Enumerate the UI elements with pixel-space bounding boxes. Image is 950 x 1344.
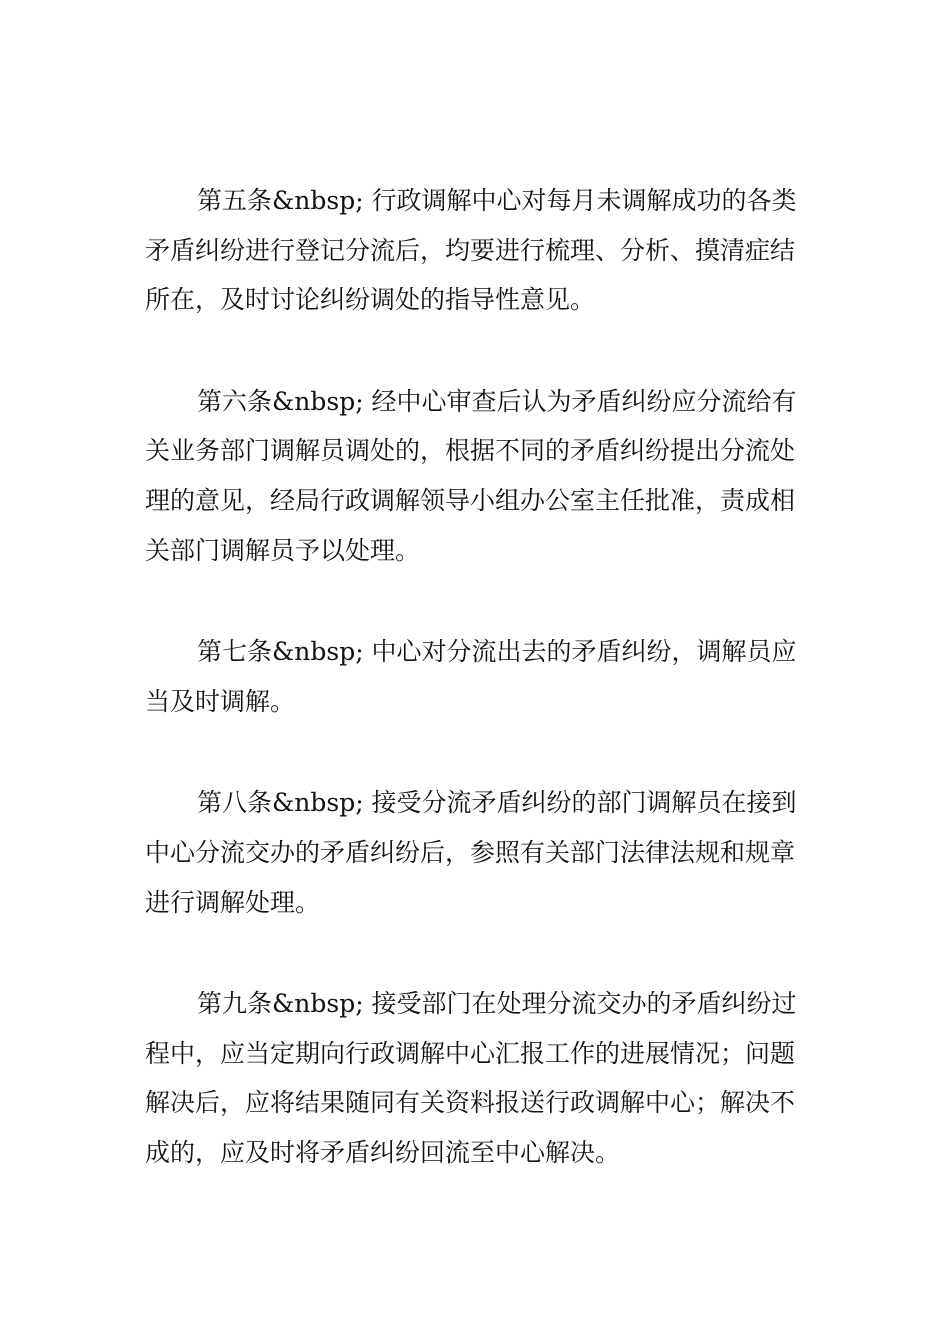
- document-body: [145, 176, 809, 1230]
- article-7: 第七条&nbsp; 中心对分流出去的矛盾纠纷，调解员应当及时调解。: [145, 637, 797, 716]
- article-8: 第八条&nbsp; 接受分流矛盾纠纷的部门调解员在接到中心分流交办的矛盾纠纷后，参照有关部门法律法规和规章进行调解处理。: [145, 788, 797, 917]
- article-5: 第五条&nbsp; 行政调解中心对每月未调解成功的各类矛盾纠纷进行登记分流后，均要进行梳理、分析、摸清症结所在，及时讨论纠纷调处的指导性意见。: [145, 186, 797, 315]
- article-6: 第六条&nbsp; 经中心审查后认为矛盾纠纷应分流给有关业务部门调解员调处的，根据不同的矛盾纠纷提出分流处理的意见，经局行政调解领导小组办公室主任批准，责成相关部门调解员予以处理。: [145, 386, 797, 565]
- article-9: 第九条&nbsp; 接受部门在处理分流交办的矛盾纠纷过程中，应当定期向行政调解中心汇报工作的进展情况；问题解决后，应将结果随同有关资料报送行政调解中心；解决不成的，应及时将矛盾纠纷回流至中心解决。: [145, 989, 797, 1167]
